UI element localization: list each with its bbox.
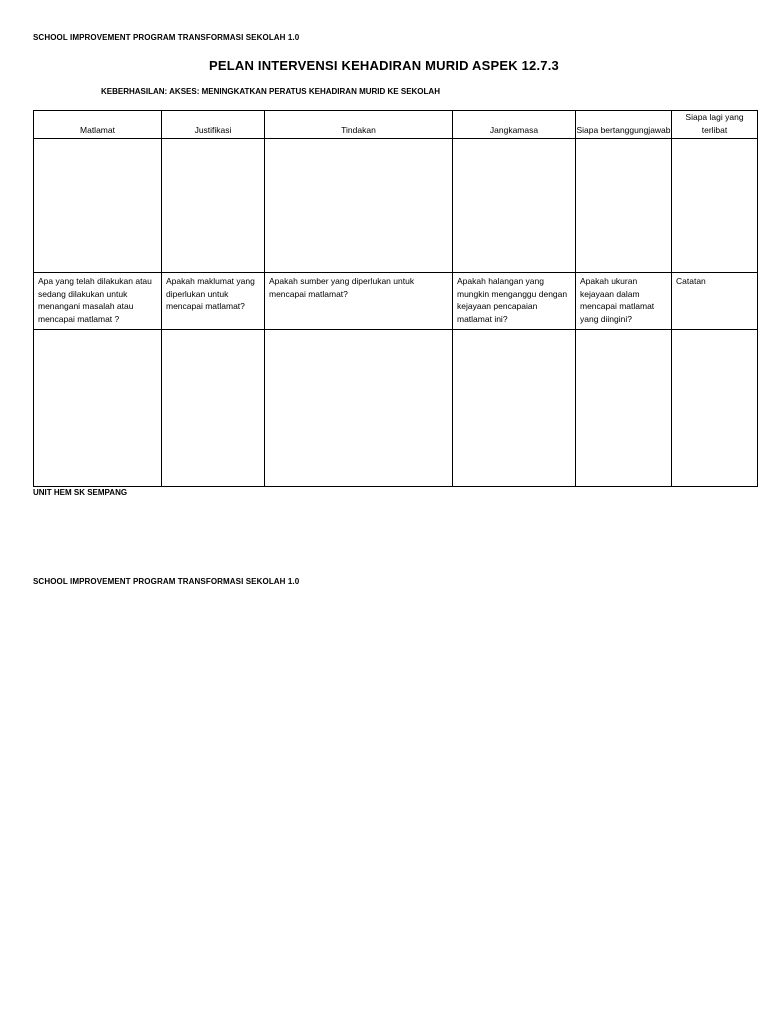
prompt-cell-siapa-bertanggungjawab: Apakah ukuran kejayaan dalam mencapai matlamat yang diingini? <box>576 273 672 330</box>
column-header-siapa-bertanggungjawab: Siapa bertanggungjawab <box>576 111 672 139</box>
table-row <box>34 330 758 487</box>
success-subtitle: KEBERHASILAN: AKSES: MENINGKATKAN PERATUS KEHADIRAN MURID KE SEKOLAH <box>101 87 440 96</box>
prompt-cell-jangkamasa: Apakah halangan yang mungkin menganggu dengan kejayaan pencapaian matlamat ini? <box>453 273 576 330</box>
table-cell <box>265 139 453 273</box>
prompt-cell-matlamat: Apa yang telah dilakukan atau sedang dilakukan untuk menangani masalah atau mencapai matlamat ? <box>34 273 162 330</box>
prompt-cell-catatan: Catatan <box>672 273 758 330</box>
table-row <box>34 273 758 330</box>
table-cell <box>34 139 162 273</box>
table-cell <box>672 139 758 273</box>
unit-footer: UNIT HEM SK SEMPANG <box>33 488 128 497</box>
table-cell <box>162 139 265 273</box>
column-header-matlamat: Matlamat <box>34 111 162 139</box>
program-header-page-2: SCHOOL IMPROVEMENT PROGRAM TRANSFORMASI SEKOLAH 1.0 <box>33 577 300 586</box>
page-title: PELAN INTERVENSI KEHADIRAN MURID ASPEK 12.7.3 <box>209 58 559 73</box>
program-header: SCHOOL IMPROVEMENT PROGRAM TRANSFORMASI SEKOLAH 1.0 <box>33 33 300 42</box>
column-header-siapa-lagi-terlibat: Siapa lagi yang terlibat <box>672 111 758 139</box>
table-cell <box>162 330 265 487</box>
table-row <box>34 139 758 273</box>
intervention-plan-table <box>33 110 758 487</box>
table-cell <box>576 139 672 273</box>
table-cell <box>576 330 672 487</box>
table-cell <box>453 330 576 487</box>
column-header-justifikasi: Justifikasi <box>162 111 265 139</box>
table-cell <box>672 330 758 487</box>
table-header-row <box>34 111 758 139</box>
column-header-jangkamasa: Jangkamasa <box>453 111 576 139</box>
table-cell <box>34 330 162 487</box>
column-header-tindakan: Tindakan <box>265 111 453 139</box>
prompt-cell-justifikasi: Apakah maklumat yang diperlukan untuk mencapai matlamat? <box>162 273 265 330</box>
table-cell <box>453 139 576 273</box>
table-cell <box>265 330 453 487</box>
prompt-cell-tindakan: Apakah sumber yang diperlukan untuk mencapai matlamat? <box>265 273 453 330</box>
